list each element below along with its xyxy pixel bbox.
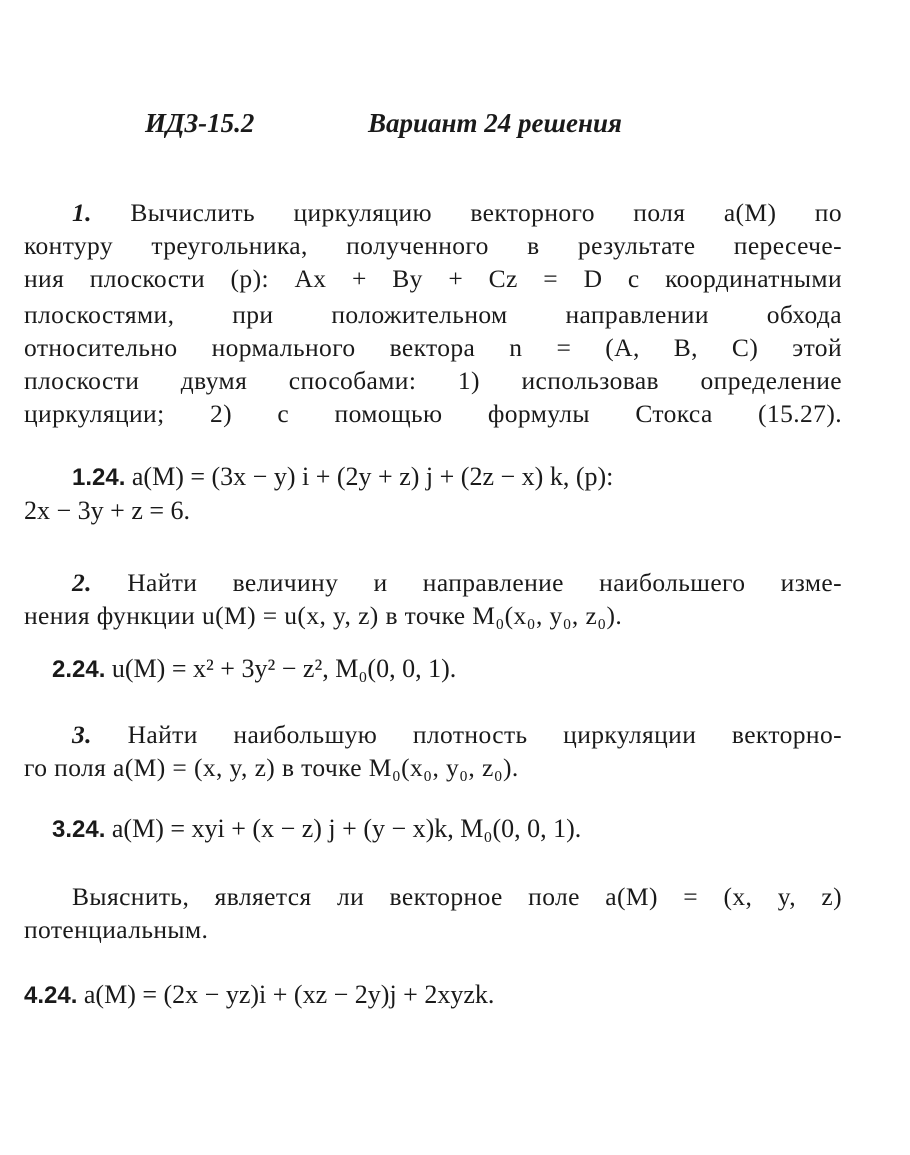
task-2: [24, 566, 842, 632]
task-2-number: 2.: [72, 568, 92, 597]
task-1-line: плоскостями, при положительном направлении обхода: [24, 300, 842, 329]
task-3-line: 3. Найти наибольшую плотность циркуляции векторно-: [72, 720, 842, 749]
task-1-line: контуру треугольника, полученного в результате пересече-: [24, 231, 842, 260]
task-1-line: ния плоскости (p): Ax + By + Cz = D с координатными: [24, 264, 842, 293]
formula-3-24-number: 3.24.: [52, 816, 106, 843]
document-header: [0, 108, 910, 152]
formula-2-24-number: 2.24.: [52, 656, 106, 683]
task-1-line: относительно нормального вектора n = (A, B, C) этой: [24, 333, 842, 362]
formula-1-24-number: 1.24.: [72, 464, 126, 491]
formula-3-24-expression: a(M) = xyi + (x − z) j + (y − x)k, M₀(0, 0, 1).: [111, 814, 582, 843]
formula-4-24: [24, 978, 494, 1013]
task-3: [24, 718, 842, 784]
task-4-line: потенциальным.: [24, 915, 209, 944]
task-1: [24, 196, 842, 430]
formula-1-24-plane: 2x − 3y + z = 6.: [24, 496, 191, 525]
formula-2-24: [52, 652, 456, 687]
formula-4-24-expression: a(M) = (2x − yz)i + (xz − 2y)j + 2xyzk.: [83, 980, 495, 1009]
formula-4-24-number: 4.24.: [24, 982, 78, 1009]
formula-2-24-expression: u(M) = x² + 3y² − z², M₀(0, 0, 1).: [111, 654, 457, 683]
task-3-line: го поля a(M) = (x, y, z) в точке M₀(x₀, y₀, z₀).: [24, 753, 519, 782]
task-1-line: циркуляции; 2) с помощью формулы Стокса (15.27).: [24, 399, 842, 428]
assignment-code: ИДЗ-15.2: [145, 108, 255, 138]
formula-1-24-expression: a(M) = (3x − y) i + (2y + z) j + (2z − x) k, (p):: [131, 462, 614, 491]
task-2-line: 2. Найти величину и направление наибольшего изме-: [72, 568, 842, 597]
variant-title: Вариант 24 решения: [368, 108, 622, 138]
task-4-line: Выяснить, является ли векторное поле a(M) = (x, y, z): [72, 882, 842, 911]
task-4: [24, 880, 842, 946]
task-1-line: плоскости двумя способами: 1) использовав определение: [24, 366, 842, 395]
formula-3-24: [52, 812, 581, 847]
task-1-number: 1.: [72, 198, 92, 227]
task-3-number: 3.: [72, 720, 92, 749]
formula-1-24: [72, 460, 613, 495]
task-1-line: 1. Вычислить циркуляцию векторного поля a(M) по: [72, 198, 842, 227]
task-2-line: нения функции u(M) = u(x, y, z) в точке M₀(x₀, y₀, z₀).: [24, 601, 623, 630]
